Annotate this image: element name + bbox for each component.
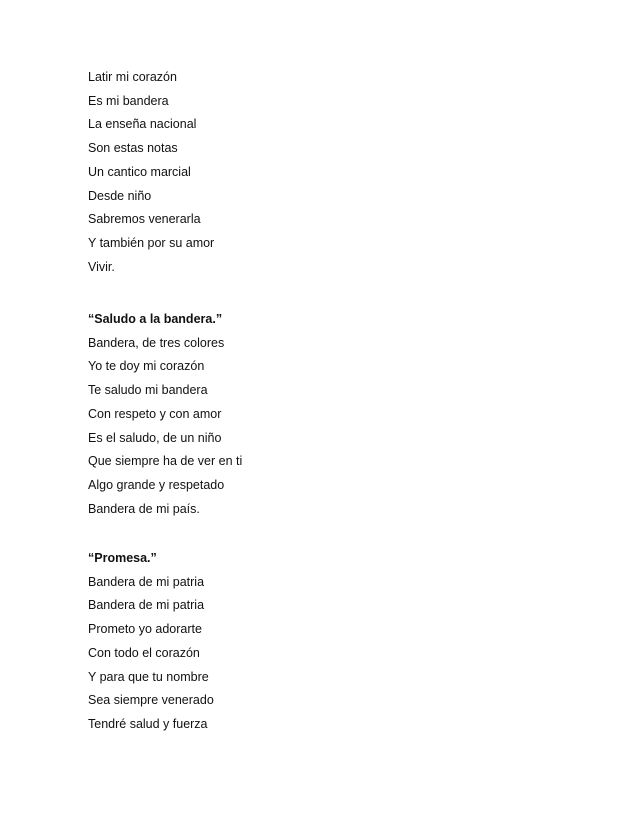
- stanza-promesa: [88, 547, 214, 737]
- poem-line: Sabremos venerarla: [88, 212, 201, 227]
- poem-line: Sea siempre venerado: [88, 693, 214, 708]
- poem-title: “Promesa.”: [88, 551, 157, 565]
- poem-line: Es el saludo, de un niño: [88, 430, 222, 445]
- poem-line: Y también por su amor: [88, 235, 215, 250]
- poem-line: Un cantico marcial: [88, 164, 191, 179]
- poem-line: Latir mi corazón: [88, 70, 177, 84]
- poem-line: La enseña nacional: [88, 117, 197, 132]
- poem-line: Bandera, de tres colores: [88, 335, 225, 350]
- poem-line: Desde niño: [88, 188, 152, 203]
- poem-line: Vivir.: [88, 259, 115, 274]
- poem-line: Yo te doy mi corazón: [88, 359, 205, 374]
- poem-line: Bandera de mi patria: [88, 574, 205, 589]
- poem-title: “Saludo a la bandera.”: [88, 312, 223, 326]
- stanza-1: [88, 66, 214, 279]
- stanza-saludo: [88, 308, 242, 521]
- poem-line: Con respeto y con amor: [88, 406, 222, 421]
- poem-line: Bandera de mi patria: [88, 598, 205, 613]
- poem-line: Tendré salud y fuerza: [88, 716, 208, 731]
- poem-line: Que siempre ha de ver en ti: [88, 454, 243, 469]
- poem-line: Bandera de mi país.: [88, 501, 200, 516]
- poem-line: Prometo yo adorarte: [88, 622, 202, 637]
- poem-line: Con todo el corazón: [88, 645, 200, 660]
- poem-line: Algo grande y respetado: [88, 477, 225, 492]
- poem-line: Es mi bandera: [88, 93, 169, 108]
- poem-line: Y para que tu nombre: [88, 669, 209, 684]
- poem-line: Son estas notas: [88, 141, 178, 156]
- poem-line: Te saludo mi bandera: [88, 383, 208, 398]
